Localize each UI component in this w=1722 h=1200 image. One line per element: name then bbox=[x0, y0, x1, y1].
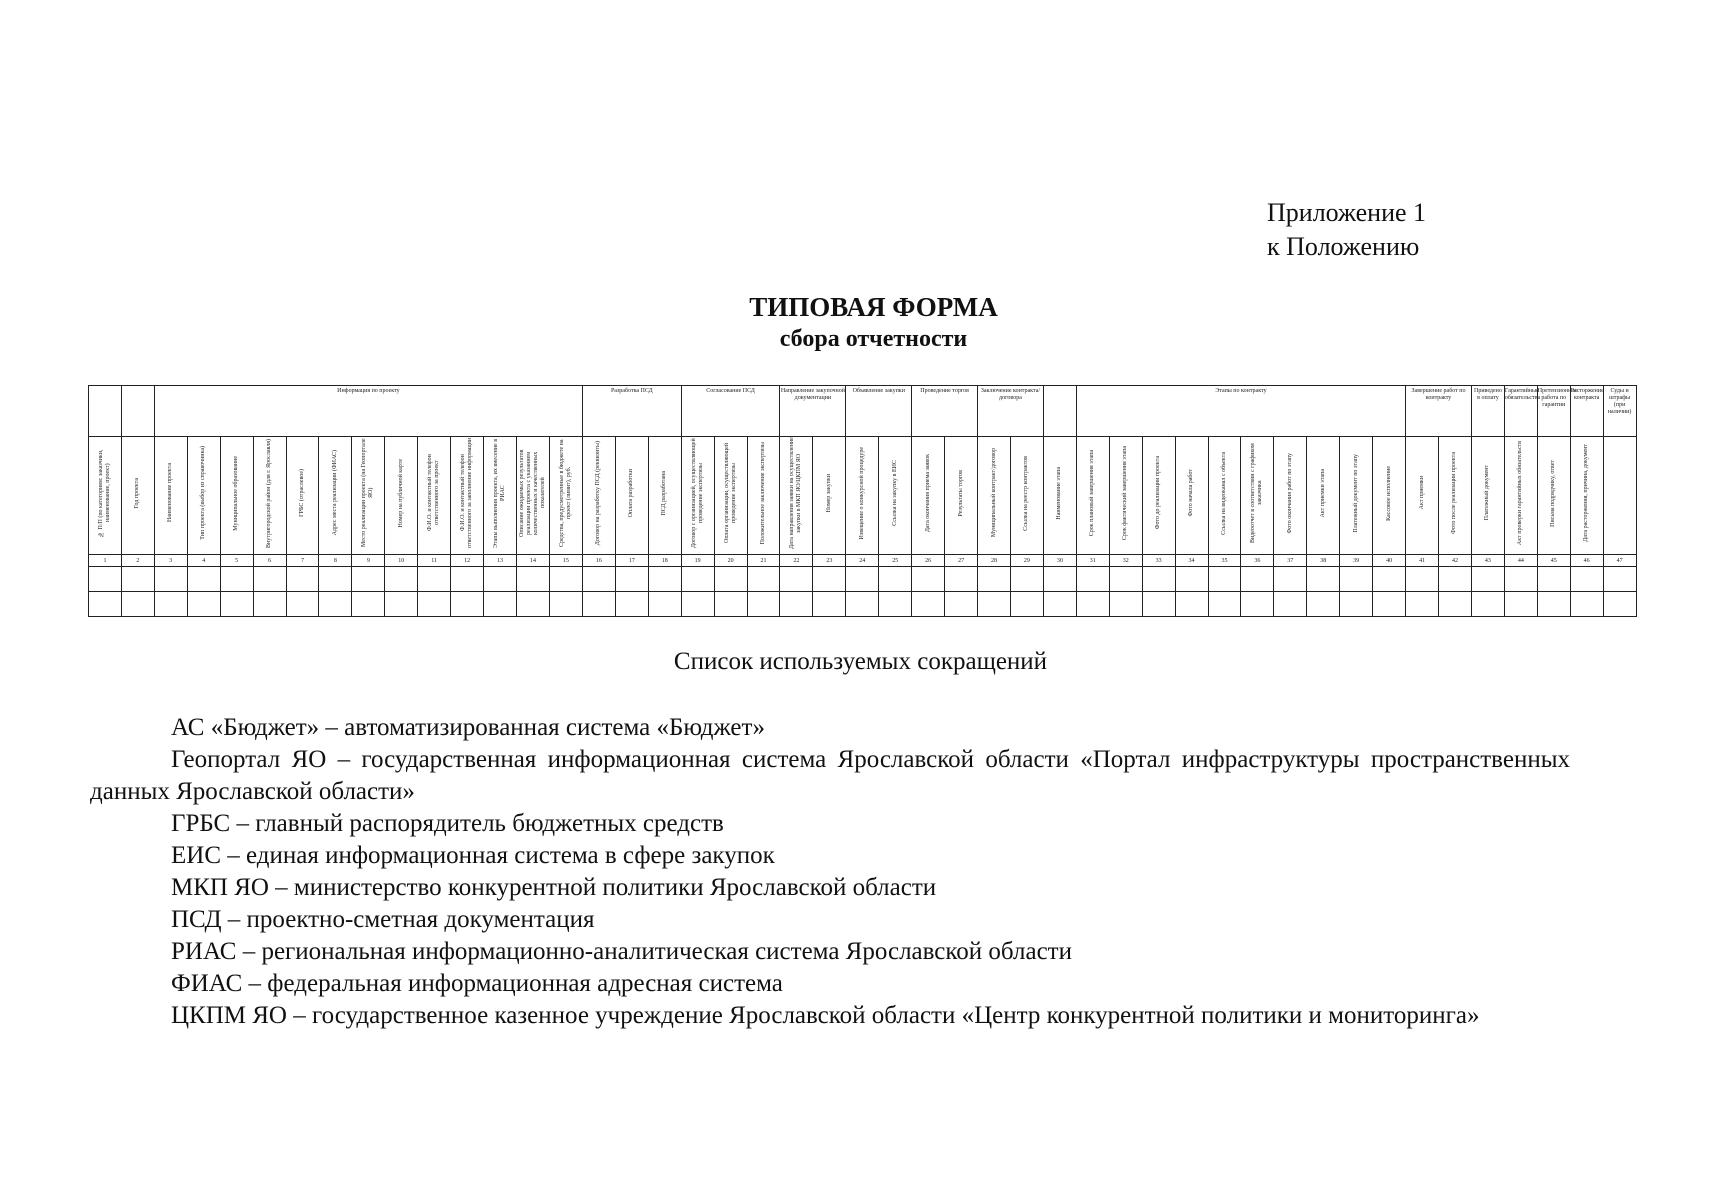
empty-cell bbox=[1241, 567, 1274, 592]
empty-cell bbox=[1109, 592, 1142, 617]
empty-cell bbox=[319, 567, 352, 592]
empty-cell bbox=[154, 567, 187, 592]
empty-cell bbox=[352, 567, 385, 592]
column-header-label: Акт проверки гарантийных обязательств bbox=[1517, 440, 1524, 546]
column-header-cell bbox=[846, 437, 879, 555]
column-number-cell: 30 bbox=[1043, 555, 1076, 567]
column-header-label: Тип проекта (выбор из справочника) bbox=[200, 446, 207, 540]
column-header-label: Срок плановый завершения этапа bbox=[1089, 449, 1096, 537]
empty-cell bbox=[1010, 592, 1043, 617]
group-header-cell: Суды и штрафы (при наличии) bbox=[1603, 386, 1636, 437]
empty-cell bbox=[846, 592, 879, 617]
column-header-label: Ссылка на реестр контрактов bbox=[1023, 455, 1030, 531]
column-number-cell: 37 bbox=[1274, 555, 1307, 567]
column-header-cell bbox=[1340, 437, 1373, 555]
group-header-cell: Этапы по контракту bbox=[1076, 386, 1405, 437]
column-header-cell bbox=[220, 437, 253, 555]
empty-cell bbox=[1274, 567, 1307, 592]
column-header-cell bbox=[418, 437, 451, 555]
abbreviation-item: ФИАС – федеральная информационная адресная система bbox=[171, 970, 783, 997]
column-number-cell: 44 bbox=[1504, 555, 1537, 567]
column-header-label: Муниципальный контракт/договор bbox=[990, 448, 997, 538]
empty-cell bbox=[1076, 567, 1109, 592]
column-header-label: Наименование проекта bbox=[167, 463, 174, 523]
column-number-cell: 32 bbox=[1109, 555, 1142, 567]
column-header-cell bbox=[516, 437, 549, 555]
column-header-cell bbox=[714, 437, 747, 555]
empty-cell bbox=[978, 592, 1011, 617]
column-header-cell bbox=[89, 437, 122, 555]
empty-cell bbox=[846, 567, 879, 592]
empty-cell bbox=[1373, 592, 1406, 617]
column-header-cell bbox=[484, 437, 517, 555]
column-header-label: Результаты торгов bbox=[957, 469, 964, 517]
column-number-cell: 4 bbox=[187, 555, 220, 567]
column-header-cell bbox=[1241, 437, 1274, 555]
empty-cell bbox=[484, 567, 517, 592]
column-number-cell: 47 bbox=[1603, 555, 1636, 567]
column-number-cell: 7 bbox=[286, 555, 319, 567]
column-number-cell: 26 bbox=[912, 555, 945, 567]
column-number-cell: 39 bbox=[1340, 555, 1373, 567]
column-number-cell: 46 bbox=[1570, 555, 1603, 567]
column-header-label: Дата окончания приема заявок bbox=[924, 453, 931, 533]
empty-cell bbox=[1241, 592, 1274, 617]
group-header-cell: Разработка ПСД bbox=[582, 386, 681, 437]
empty-cell bbox=[1504, 592, 1537, 617]
empty-cell bbox=[451, 592, 484, 617]
empty-cell bbox=[615, 592, 648, 617]
empty-cell bbox=[286, 592, 319, 617]
column-header-label: Видеоотчет в соответствии с графиком заказчика bbox=[1250, 443, 1264, 543]
empty-cell bbox=[780, 592, 813, 617]
empty-cell bbox=[516, 592, 549, 617]
column-number-cell: 27 bbox=[945, 555, 978, 567]
group-header-cell bbox=[121, 386, 154, 437]
column-header-cell bbox=[813, 437, 846, 555]
column-header-label: Муниципальное образование bbox=[233, 455, 240, 531]
abbreviation-item: ПСД – проектно-сметная документация bbox=[171, 906, 595, 933]
column-header-cell bbox=[1504, 437, 1537, 555]
column-header-cell bbox=[451, 437, 484, 555]
column-number-cell: 14 bbox=[516, 555, 549, 567]
column-header-cell bbox=[1570, 437, 1603, 555]
column-header-label: Срок фактический завершения этапа bbox=[1122, 445, 1129, 541]
column-number-cell: 16 bbox=[582, 555, 615, 567]
empty-cell bbox=[1603, 592, 1636, 617]
column-header-label: Год проекта bbox=[134, 477, 141, 509]
column-header-label: Номер на публичной карте bbox=[397, 458, 404, 528]
empty-cell bbox=[879, 567, 912, 592]
empty-cell bbox=[582, 567, 615, 592]
empty-cell bbox=[516, 567, 549, 592]
column-header-cell bbox=[1076, 437, 1109, 555]
column-header-label: Ф.И.О. и контактный телефон ответственного за проект bbox=[427, 454, 441, 532]
column-header-cell bbox=[319, 437, 352, 555]
empty-cell bbox=[648, 592, 681, 617]
column-header-cell bbox=[747, 437, 780, 555]
column-header-cell bbox=[121, 437, 154, 555]
column-header-cell bbox=[1406, 437, 1439, 555]
empty-cell bbox=[1175, 592, 1208, 617]
empty-cell bbox=[1208, 592, 1241, 617]
column-header-label: Дата расторжения, причина, документ bbox=[1583, 444, 1590, 542]
column-number-cell: 11 bbox=[418, 555, 451, 567]
column-header-row bbox=[89, 437, 1637, 555]
empty-cell bbox=[1208, 567, 1241, 592]
empty-cell bbox=[747, 567, 780, 592]
column-header-label: Ф.И.О. и контактный телефон ответственного за заполнение информации bbox=[460, 437, 474, 549]
empty-cell bbox=[747, 592, 780, 617]
column-header-cell bbox=[1373, 437, 1406, 555]
group-header-cell: Информация по проекту bbox=[154, 386, 582, 437]
column-number-cell: 23 bbox=[813, 555, 846, 567]
abbreviations-title: Список используемых сокращений bbox=[673, 648, 1048, 675]
empty-cell bbox=[1471, 567, 1504, 592]
column-number-cell: 12 bbox=[451, 555, 484, 567]
column-header-label: Фото начала работ bbox=[1188, 469, 1195, 517]
empty-cell bbox=[1175, 567, 1208, 592]
column-header-label: Внутригородской район (для г. Ярославля) bbox=[266, 438, 273, 548]
empty-cell bbox=[648, 567, 681, 592]
column-number-cell: 45 bbox=[1537, 555, 1570, 567]
empty-cell bbox=[1142, 592, 1175, 617]
empty-cell bbox=[945, 592, 978, 617]
column-header-cell bbox=[385, 437, 418, 555]
column-header-cell bbox=[1537, 437, 1570, 555]
empty-cell bbox=[220, 567, 253, 592]
column-number-row bbox=[89, 555, 1637, 567]
empty-cell bbox=[1142, 567, 1175, 592]
column-header-cell bbox=[648, 437, 681, 555]
column-number-cell: 29 bbox=[1010, 555, 1043, 567]
group-header-cell bbox=[89, 386, 122, 437]
column-header-label: ПСД разработана bbox=[661, 470, 668, 516]
column-number-cell: 42 bbox=[1439, 555, 1472, 567]
column-header-cell bbox=[1603, 437, 1636, 555]
empty-cell bbox=[780, 567, 813, 592]
empty-cell bbox=[121, 567, 154, 592]
empty-cell bbox=[1603, 567, 1636, 592]
empty-cell bbox=[1537, 592, 1570, 617]
column-header-label: Фото после реализации проекта bbox=[1451, 452, 1458, 534]
column-header-cell bbox=[1142, 437, 1175, 555]
column-header-label: Платежный документ bbox=[1484, 465, 1491, 521]
empty-cell bbox=[1043, 592, 1076, 617]
group-header-cell: Гарантийные обязательства bbox=[1504, 386, 1537, 437]
empty-cell bbox=[187, 567, 220, 592]
column-number-cell: 15 bbox=[549, 555, 582, 567]
column-header-label: Номер закупки bbox=[825, 473, 832, 513]
column-number-cell: 8 bbox=[319, 555, 352, 567]
column-number-cell: 25 bbox=[879, 555, 912, 567]
column-header-cell bbox=[912, 437, 945, 555]
column-number-cell: 43 bbox=[1471, 555, 1504, 567]
column-header-cell bbox=[352, 437, 385, 555]
column-number-cell: 9 bbox=[352, 555, 385, 567]
column-number-cell: 33 bbox=[1142, 555, 1175, 567]
appendix-line-2: к Положению bbox=[1267, 232, 1420, 261]
empty-cell bbox=[813, 567, 846, 592]
column-number-cell: 17 bbox=[615, 555, 648, 567]
column-header-cell bbox=[978, 437, 1011, 555]
column-header-label: Платежный документ по этапу bbox=[1352, 453, 1359, 533]
group-header-cell: Согласование ПСД bbox=[681, 386, 780, 437]
abbreviation-item: ЕИС – единая информационная система в сфере закупок bbox=[171, 842, 775, 869]
group-header-cell: Расторжение контракта bbox=[1570, 386, 1603, 437]
empty-cell bbox=[1439, 592, 1472, 617]
column-header-label: ГРБС (отраслевое) bbox=[298, 469, 305, 517]
empty-cell bbox=[1504, 567, 1537, 592]
column-number-cell: 21 bbox=[747, 555, 780, 567]
form-subtitle: сбора отчетности bbox=[779, 326, 968, 352]
column-header-label: Средства, предусмотренные в бюджете на проект (лимит), руб. bbox=[558, 439, 572, 547]
empty-cell bbox=[451, 567, 484, 592]
abbreviation-item: Геопортал ЯО – государственная информационная система Ярославской области «Портал инфраструктуры пространственных данных Ярославской области» bbox=[90, 746, 1570, 805]
group-header-cell: Проведение торгов bbox=[912, 386, 978, 437]
column-header-cell bbox=[945, 437, 978, 555]
column-header-cell bbox=[1109, 437, 1142, 555]
empty-cell bbox=[1307, 567, 1340, 592]
column-header-label: Договор с организацией, осуществляющей проведение экспертизы bbox=[690, 438, 704, 548]
column-number-cell: 31 bbox=[1076, 555, 1109, 567]
column-header-label: Оплата организации, осуществляющей проведение экспертизы bbox=[723, 442, 737, 544]
empty-cell bbox=[1570, 592, 1603, 617]
column-number-cell: 20 bbox=[714, 555, 747, 567]
column-header-label: Оплата разработки bbox=[628, 468, 635, 518]
column-header-cell bbox=[286, 437, 319, 555]
column-number-cell: 6 bbox=[253, 555, 286, 567]
column-header-cell bbox=[1307, 437, 1340, 555]
empty-cell bbox=[681, 567, 714, 592]
column-header-cell bbox=[780, 437, 813, 555]
empty-cell bbox=[1340, 592, 1373, 617]
column-header-label: Акт приемки этапа bbox=[1319, 468, 1326, 518]
group-header-cell: Завершение работ по контракту bbox=[1406, 386, 1472, 437]
column-header-cell bbox=[681, 437, 714, 555]
column-header-label: Акт приемки bbox=[1418, 476, 1425, 510]
column-number-cell: 24 bbox=[846, 555, 879, 567]
empty-cell bbox=[89, 592, 122, 617]
column-header-label: Извещение о конкурсной процедуре bbox=[858, 446, 865, 540]
group-header-row bbox=[89, 386, 1637, 437]
column-header-label: Дата направления заявки на осуществление закупки в МКП ЯО/ЦКПМ ЯО bbox=[789, 437, 803, 549]
column-number-cell: 3 bbox=[154, 555, 187, 567]
column-header-cell bbox=[253, 437, 286, 555]
empty-cell bbox=[549, 592, 582, 617]
column-header-label: Наименование этапа bbox=[1056, 466, 1063, 520]
column-number-cell: 22 bbox=[780, 555, 813, 567]
empty-cell bbox=[945, 567, 978, 592]
column-number-cell: 5 bbox=[220, 555, 253, 567]
column-header-cell bbox=[582, 437, 615, 555]
empty-cell bbox=[615, 567, 648, 592]
empty-cell bbox=[879, 592, 912, 617]
column-header-cell bbox=[1471, 437, 1504, 555]
reporting-form-table bbox=[88, 385, 1637, 617]
empty-cell bbox=[549, 567, 582, 592]
empty-cell bbox=[418, 567, 451, 592]
empty-cell bbox=[978, 567, 1011, 592]
column-number-cell: 13 bbox=[484, 555, 517, 567]
column-header-cell bbox=[1208, 437, 1241, 555]
column-number-cell: 38 bbox=[1307, 555, 1340, 567]
column-header-cell bbox=[1274, 437, 1307, 555]
empty-cell bbox=[220, 592, 253, 617]
group-header-cell: Объявление закупки bbox=[846, 386, 912, 437]
empty-cell bbox=[1340, 567, 1373, 592]
empty-cell bbox=[1373, 567, 1406, 592]
column-number-cell: 10 bbox=[385, 555, 418, 567]
group-header-cell bbox=[1043, 386, 1076, 437]
column-header-cell bbox=[187, 437, 220, 555]
empty-cell bbox=[121, 592, 154, 617]
column-header-label: Положительное заключение экспертизы bbox=[760, 441, 767, 545]
column-header-label: Фото окончания работ по этапу bbox=[1286, 452, 1293, 534]
empty-cell bbox=[813, 592, 846, 617]
table-row bbox=[89, 567, 1637, 592]
abbreviation-item: АС «Бюджет» – автоматизированная система «Бюджет» bbox=[171, 714, 765, 741]
group-header-cell: Направление закупочной документации bbox=[780, 386, 846, 437]
empty-cell bbox=[154, 592, 187, 617]
abbreviations-list bbox=[90, 712, 1570, 1032]
abbreviation-item: ГРБС – главный распорядитель бюджетных средств bbox=[171, 810, 724, 837]
column-header-label: Письма подрядчику, ответ bbox=[1550, 459, 1557, 527]
column-number-cell: 40 bbox=[1373, 555, 1406, 567]
empty-cell bbox=[582, 592, 615, 617]
group-header-cell: Претензионная работа по гарантии bbox=[1537, 386, 1570, 437]
empty-cell bbox=[714, 567, 747, 592]
column-number-cell: 35 bbox=[1208, 555, 1241, 567]
column-number-cell: 28 bbox=[978, 555, 1011, 567]
empty-cell bbox=[1406, 567, 1439, 592]
empty-cell bbox=[418, 592, 451, 617]
abbreviation-item: РИАС – региональная информационно-аналитическая система Ярославской области bbox=[171, 938, 1072, 965]
empty-cell bbox=[912, 567, 945, 592]
column-header-cell bbox=[879, 437, 912, 555]
group-header-cell: Приведено в оплату bbox=[1471, 386, 1504, 437]
column-number-cell: 41 bbox=[1406, 555, 1439, 567]
empty-cell bbox=[286, 567, 319, 592]
empty-cell bbox=[1537, 567, 1570, 592]
empty-cell bbox=[187, 592, 220, 617]
empty-cell bbox=[1570, 567, 1603, 592]
column-number-cell: 34 bbox=[1175, 555, 1208, 567]
empty-cell bbox=[484, 592, 517, 617]
column-number-cell: 18 bbox=[648, 555, 681, 567]
empty-cell bbox=[352, 592, 385, 617]
column-header-cell bbox=[1175, 437, 1208, 555]
empty-cell bbox=[714, 592, 747, 617]
column-header-label: Место реализации проекта (на Геопортале ЯО) bbox=[361, 438, 375, 548]
form-title: ТИПОВАЯ ФОРМА bbox=[749, 292, 998, 322]
appendix-line-1: Приложение 1 bbox=[1267, 198, 1427, 227]
column-header-label: Этапы выполнения проекта, их внесение в РИАС bbox=[493, 438, 507, 548]
column-header-label: Договор на разработку ПСД (реквизиты) bbox=[595, 440, 602, 546]
column-header-cell bbox=[1439, 437, 1472, 555]
empty-cell bbox=[1471, 592, 1504, 617]
column-header-label: Фото до реализации проекта bbox=[1155, 456, 1162, 530]
empty-cell bbox=[1043, 567, 1076, 592]
empty-cell bbox=[912, 592, 945, 617]
abbreviation-item: МКП ЯО – министерство конкурентной политики Ярославской области bbox=[171, 874, 937, 901]
column-header-label: Описание ожидаемых результатов реализации проекта с указанием количественных и качественных показателей bbox=[518, 449, 546, 537]
empty-cell bbox=[1076, 592, 1109, 617]
empty-cell bbox=[319, 592, 352, 617]
empty-cell bbox=[253, 592, 286, 617]
column-header-cell bbox=[1010, 437, 1043, 555]
empty-cell bbox=[253, 567, 286, 592]
empty-cell bbox=[89, 567, 122, 592]
empty-cell bbox=[1307, 592, 1340, 617]
column-number-cell: 2 bbox=[121, 555, 154, 567]
column-header-label: Ссылка на видеоканал с объекта bbox=[1220, 451, 1227, 535]
empty-cell bbox=[1406, 592, 1439, 617]
empty-cell bbox=[681, 592, 714, 617]
column-number-cell: 19 bbox=[681, 555, 714, 567]
empty-cell bbox=[1010, 567, 1043, 592]
column-header-cell bbox=[615, 437, 648, 555]
empty-cell bbox=[1439, 567, 1472, 592]
column-number-cell: 1 bbox=[89, 555, 122, 567]
empty-cell bbox=[385, 567, 418, 592]
column-header-label: Адрес места реализации (ФИАС) bbox=[331, 450, 338, 536]
column-header-cell bbox=[1043, 437, 1076, 555]
abbreviation-item: ЦКПМ ЯО – государственное казенное учреждение Ярославской области «Центр конкурентной политики и мониторинга» bbox=[171, 1002, 1480, 1029]
table-row bbox=[89, 592, 1637, 617]
column-header-cell bbox=[154, 437, 187, 555]
empty-cell bbox=[1109, 567, 1142, 592]
empty-cell bbox=[385, 592, 418, 617]
group-header-cell: Заключение контракта/договора bbox=[978, 386, 1044, 437]
empty-cell bbox=[1274, 592, 1307, 617]
column-number-cell: 36 bbox=[1241, 555, 1274, 567]
column-header-label: Кассовое исполнение bbox=[1385, 465, 1392, 521]
column-header-cell bbox=[549, 437, 582, 555]
column-header-label: Ссылка на закупку в ЕИС bbox=[891, 460, 898, 526]
appendix-label bbox=[1267, 196, 1426, 264]
column-header-label: № П/П (по категориям: заказчики, наименование, проект) bbox=[97, 449, 111, 537]
